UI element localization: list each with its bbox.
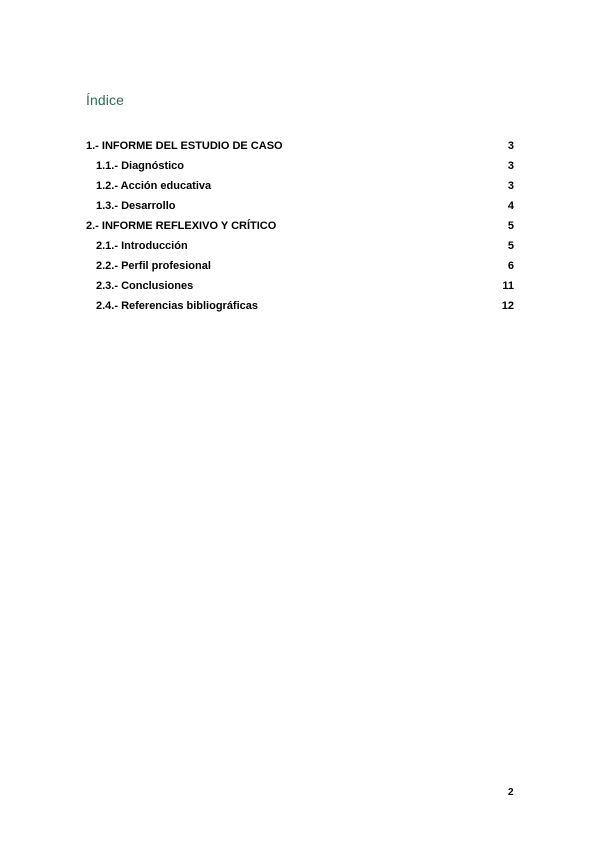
toc-entry-page: 11 — [502, 280, 514, 292]
page-number: 2 — [508, 787, 514, 798]
toc-entry-section-2-1[interactable] — [86, 238, 514, 258]
toc-entry-page: 12 — [501, 300, 514, 312]
toc-entry-label: 2.4.- Referencias bibliográficas — [96, 300, 259, 312]
toc-entry-section-2-3[interactable] — [86, 278, 514, 298]
toc-entry-page: 5 — [507, 240, 514, 252]
toc-entry-page: 4 — [507, 200, 514, 212]
toc-entry-section-2-4[interactable] — [86, 298, 514, 318]
toc-entry-page: 5 — [507, 220, 514, 232]
toc-entry-section-1-2[interactable] — [86, 178, 514, 198]
toc-entry-page: 3 — [507, 160, 514, 172]
page-title: Índice — [86, 92, 124, 108]
toc-entry-label: 2.2.- Perfil profesional — [96, 260, 211, 272]
toc-entry-page: 6 — [507, 260, 514, 272]
toc-entry-label: 2.1.- Introducción — [96, 240, 188, 252]
toc-entry-label: 1.2.- Acción educativa — [96, 180, 212, 192]
toc-entry-label: 1.1.- Diagnóstico — [96, 160, 185, 172]
toc-entry-page: 3 — [507, 180, 514, 192]
toc-entry-label: 2.- INFORME REFLEXIVO Y CRÍTICO — [86, 220, 277, 232]
toc-entry-label: 1.- INFORME DEL ESTUDIO DE CASO — [86, 140, 283, 152]
toc-entry-section-1-3[interactable] — [86, 198, 514, 218]
toc-entry-section-2-2[interactable] — [86, 258, 514, 278]
toc-entry-page: 3 — [507, 140, 514, 152]
table-of-contents — [86, 138, 514, 318]
toc-entry-label: 2.3.- Conclusiones — [96, 280, 194, 292]
toc-entry-section-1-1[interactable] — [86, 158, 514, 178]
toc-entry-section-2[interactable] — [86, 218, 514, 238]
toc-entry-section-1[interactable] — [86, 138, 514, 158]
toc-entry-label: 1.3.- Desarrollo — [96, 200, 176, 212]
